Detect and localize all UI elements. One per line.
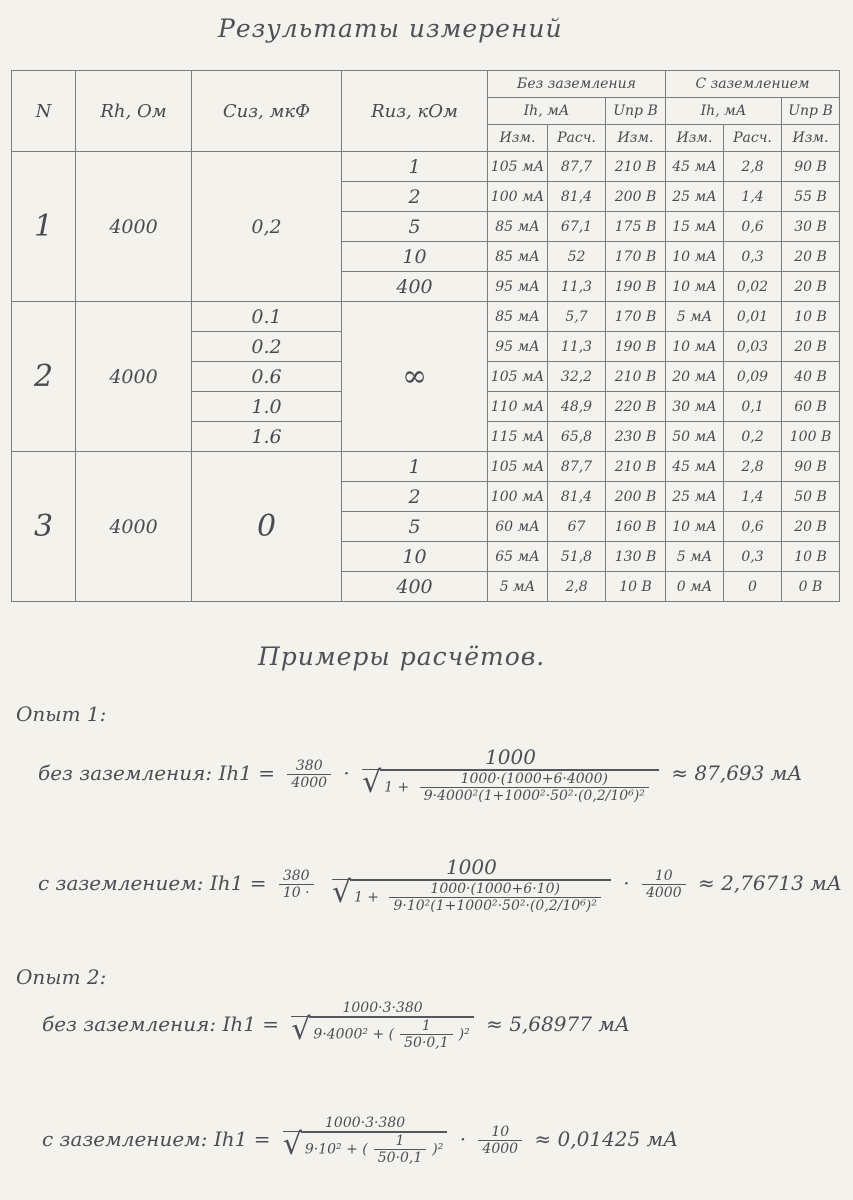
cell-u2: 0 В xyxy=(782,572,840,602)
group-n: 1 xyxy=(12,152,76,302)
cell-c2: 0,02 xyxy=(724,272,782,302)
inner-fraction xyxy=(389,881,600,914)
square-root: √ 9·10² + ( $\frac{1}{50\cdot 0,1}$ )² xyxy=(301,1132,448,1166)
fraction xyxy=(279,868,314,901)
cell-u2: 20 В xyxy=(782,242,840,272)
cell-i2: 30 мА xyxy=(666,392,724,422)
cell-i2: 50 мА xyxy=(666,422,724,452)
cell-r: 400 xyxy=(342,572,488,602)
cell-c1: 67,1 xyxy=(548,212,606,242)
header-meas-u: Изм. xyxy=(606,125,666,152)
header-meas-2: Изм. xyxy=(666,125,724,152)
fraction-numerator: 1 xyxy=(400,1018,453,1035)
experiment-2-label: Опыт 2: xyxy=(16,965,107,989)
cell-r: 2 xyxy=(342,182,488,212)
cell-c1: 48,9 xyxy=(548,392,606,422)
fraction xyxy=(478,1124,522,1157)
cell-u1: 200 В xyxy=(606,182,666,212)
formula-lhs: Ih1 = xyxy=(222,1012,280,1036)
cell-c2: 0,6 xyxy=(724,512,782,542)
fraction xyxy=(332,855,611,914)
results-title: Результаты измерений xyxy=(218,14,563,43)
fraction-numerator: 380 xyxy=(279,868,314,885)
fraction-numerator: 1000 xyxy=(362,745,659,770)
fraction-numerator: 10 xyxy=(642,868,686,885)
fraction xyxy=(287,758,331,791)
cell-i2: 15 мА xyxy=(666,212,724,242)
cell-c2: 1,4 xyxy=(724,182,782,212)
cell-c2: 2,8 xyxy=(724,452,782,482)
cell-c: 0.1 xyxy=(192,302,342,332)
group-c: 0 xyxy=(192,452,342,602)
cell-r: 10 xyxy=(342,542,488,572)
fraction-numerator: 1000·(1000+6·4000) xyxy=(420,771,649,788)
fraction-denominator: 4000 xyxy=(291,775,328,791)
fraction-denominator: 10 · xyxy=(282,885,310,901)
cell-c1: 87,7 xyxy=(548,452,606,482)
fraction-numerator: 10 xyxy=(478,1124,522,1141)
cell-u1: 200 В xyxy=(606,482,666,512)
fraction-numerator: 380 xyxy=(287,758,331,775)
cell-u2: 10 В xyxy=(782,302,840,332)
cell-i1: 115 мА xyxy=(488,422,548,452)
formula-label: без заземления: xyxy=(38,761,213,785)
cell-c: 0.2 xyxy=(192,332,342,362)
formula-1b: с заземлением: Ih1 = $\frac{380}{10 \cdot}$ 1000 √ 1 + $\frac{1000\cdot(1000+6\cdot 10)}{\text{9·10²(1+1000²·50²·(0,2/10⁶)²}}$ · $\frac{10}{4000}$ ≈ 2,76713 мА xyxy=(38,855,842,914)
cell-r: 400 xyxy=(342,272,488,302)
group-c: 0,2 xyxy=(192,152,342,302)
cell-i1: 95 мА xyxy=(488,332,548,362)
cell-c: 1.0 xyxy=(192,392,342,422)
cell-c1: 81,4 xyxy=(548,482,606,512)
cell-c1: 51,8 xyxy=(548,542,606,572)
cell-u2: 100 В xyxy=(782,422,840,452)
inner-fraction xyxy=(400,1018,453,1051)
fraction-numerator: 1000·(1000+6·10) xyxy=(389,881,600,898)
cell-r: 2 xyxy=(342,482,488,512)
inner-fraction xyxy=(420,771,649,804)
cell-i1: 65 мА xyxy=(488,542,548,572)
cell-i1: 110 мА xyxy=(488,392,548,422)
group-n: 3 xyxy=(12,452,76,602)
cell-u2: 90 В xyxy=(782,452,840,482)
cell-u2: 10 В xyxy=(782,542,840,572)
cell-c1: 52 xyxy=(548,242,606,272)
cell-c: 0.6 xyxy=(192,362,342,392)
cell-i1: 85 мА xyxy=(488,212,548,242)
cell-i1: 60 мА xyxy=(488,512,548,542)
formula-label: с заземлением: xyxy=(42,1127,208,1151)
fraction-denominator: 50·0,1 xyxy=(404,1035,449,1051)
cell-u1: 230 В xyxy=(606,422,666,452)
cell-r: 5 xyxy=(342,512,488,542)
cell-u2: 40 В xyxy=(782,362,840,392)
fraction-numerator: 1000·3·380 xyxy=(291,1000,473,1017)
cell-c2: 1,4 xyxy=(724,482,782,512)
cell-i2: 20 мА xyxy=(666,362,724,392)
group-n: 2 xyxy=(12,302,76,452)
header-calc: Расч. xyxy=(548,125,606,152)
header-without-ground: Без заземления xyxy=(488,71,666,98)
cell-c: 1.6 xyxy=(192,422,342,452)
header-meas-u-2: Изм. xyxy=(782,125,840,152)
cell-i2: 10 мА xyxy=(666,242,724,272)
cell-i1: 100 мА xyxy=(488,182,548,212)
cell-i1: 85 мА xyxy=(488,242,548,272)
fraction-denominator: 50·0,1 xyxy=(377,1150,423,1166)
cell-i2: 45 мА xyxy=(666,452,724,482)
cell-c2: 0,1 xyxy=(724,392,782,422)
cell-c1: 5,7 xyxy=(548,302,606,332)
cell-u1: 170 В xyxy=(606,302,666,332)
cell-i2: 0 мА xyxy=(666,572,724,602)
formula-result: ≈ 5,68977 мА xyxy=(486,1012,630,1036)
header-riz: Rиз, кОм xyxy=(342,71,488,152)
cell-c1: 32,2 xyxy=(548,362,606,392)
fraction xyxy=(642,868,686,901)
cell-i2: 25 мА xyxy=(666,482,724,512)
header-upr-2: Uпр В xyxy=(782,98,840,125)
cell-c2: 0,01 xyxy=(724,302,782,332)
cell-u1: 210 В xyxy=(606,362,666,392)
cell-i1: 105 мА xyxy=(488,152,548,182)
cell-c2: 0,3 xyxy=(724,242,782,272)
cell-c2: 0,03 xyxy=(724,332,782,362)
cell-i1: 100 мА xyxy=(488,482,548,512)
formula-result: ≈ 0,01425 мА xyxy=(534,1127,679,1151)
cell-u1: 130 В xyxy=(606,542,666,572)
header-ih: Ih, мА xyxy=(488,98,606,125)
formula-label: без заземления: xyxy=(42,1012,217,1036)
fraction xyxy=(291,1000,473,1051)
header-n: N xyxy=(12,71,76,152)
formula-2b: с заземлением: Ih1 = 1000·3·380 √ 9·10² + ( $\frac{1}{50\cdot 0,1}$ )² · $\frac{10}{4000}$ ≈ 0,01425 мА xyxy=(42,1115,678,1166)
cell-i2: 5 мА xyxy=(666,542,724,572)
fraction-numerator: 1 xyxy=(374,1133,427,1150)
cell-i1: 5 мА xyxy=(488,572,548,602)
header-calc-2: Расч. xyxy=(724,125,782,152)
cell-i2: 10 мА xyxy=(666,332,724,362)
formula-2a xyxy=(42,1000,630,1051)
header-upr: Uпр В xyxy=(606,98,666,125)
examples-title: Примеры расчётов. xyxy=(258,642,546,671)
cell-r: 1 xyxy=(342,452,488,482)
cell-i2: 10 мА xyxy=(666,512,724,542)
group-rh: 4000 xyxy=(76,452,192,602)
inner-fraction xyxy=(374,1133,427,1166)
fraction-denominator: 9·10²(1+1000²·50²·(0,2/10⁶)² xyxy=(393,898,597,914)
cell-u2: 90 В xyxy=(782,152,840,182)
cell-u2: 20 В xyxy=(782,272,840,302)
cell-u1: 10 В xyxy=(606,572,666,602)
cell-c1: 65,8 xyxy=(548,422,606,452)
header-ciz: Сиз, мкФ xyxy=(192,71,342,152)
header-ih-2: Ih, мА xyxy=(666,98,782,125)
cell-u2: 50 В xyxy=(782,482,840,512)
fraction-denominator: 4000 xyxy=(482,1141,519,1157)
formula-lhs: Ih1 = xyxy=(209,871,267,895)
formula-lhs: Ih1 = xyxy=(213,1127,271,1151)
root-term: 9·10² + xyxy=(304,1141,358,1158)
formula-label: с заземлением: xyxy=(38,871,204,895)
cell-c1: 2,8 xyxy=(548,572,606,602)
header-rh: Rh, Ом xyxy=(76,71,192,152)
fraction xyxy=(362,745,659,804)
group-rh: 4000 xyxy=(76,152,192,302)
cell-c2: 0,6 xyxy=(724,212,782,242)
cell-i2: 25 мА xyxy=(666,182,724,212)
cell-u1: 160 В xyxy=(606,512,666,542)
cell-c2: 0 xyxy=(724,572,782,602)
cell-u2: 20 В xyxy=(782,332,840,362)
cell-i2: 5 мА xyxy=(666,302,724,332)
cell-u1: 175 В xyxy=(606,212,666,242)
formula-result: ≈ 2,76713 мА xyxy=(697,871,842,895)
measurements-table xyxy=(11,70,840,602)
cell-u2: 30 В xyxy=(782,212,840,242)
cell-i1: 85 мА xyxy=(488,302,548,332)
group-rh: 4000 xyxy=(76,302,192,452)
cell-u1: 210 В xyxy=(606,452,666,482)
cell-r: 5 xyxy=(342,212,488,242)
fraction xyxy=(283,1115,448,1166)
header-with-ground: С заземлением xyxy=(666,71,840,98)
cell-c1: 81,4 xyxy=(548,182,606,212)
fraction-numerator: 1000 xyxy=(332,855,611,880)
experiment-1-label: Опыт 1: xyxy=(16,702,107,726)
table-row xyxy=(12,452,840,482)
header-meas: Изм. xyxy=(488,125,548,152)
cell-i1: 105 мА xyxy=(488,362,548,392)
cell-u2: 60 В xyxy=(782,392,840,422)
cell-r: 10 xyxy=(342,242,488,272)
cell-i2: 45 мА xyxy=(666,152,724,182)
cell-c1: 67 xyxy=(548,512,606,542)
cell-i2: 10 мА xyxy=(666,272,724,302)
cell-c2: 0,3 xyxy=(724,542,782,572)
cell-u1: 210 В xyxy=(606,152,666,182)
square-root: √ 1 + $\frac{1000\cdot(1000+6\cdot 4000)}{\text{9·4000²(1+1000²·50²·(0,2/10⁶)²}}$ xyxy=(380,770,659,804)
root-term: 9·4000² + xyxy=(313,1026,385,1043)
fraction-numerator: 1000·3·380 xyxy=(283,1115,448,1132)
cell-u2: 20 В xyxy=(782,512,840,542)
square-root: √ 9·4000² + ( $\frac{1}{50\cdot 0,1}$ )² xyxy=(309,1017,473,1051)
formula-lhs: Ih1 = xyxy=(218,761,276,785)
cell-r: 1 xyxy=(342,152,488,182)
cell-c1: 11,3 xyxy=(548,272,606,302)
cell-u1: 190 В xyxy=(606,272,666,302)
cell-c2: 0,2 xyxy=(724,422,782,452)
cell-u2: 55 В xyxy=(782,182,840,212)
cell-c1: 87,7 xyxy=(548,152,606,182)
cell-u1: 220 В xyxy=(606,392,666,422)
cell-u1: 190 В xyxy=(606,332,666,362)
cell-i1: 95 мА xyxy=(488,272,548,302)
group-r-infinity: ∞ xyxy=(342,302,488,452)
cell-c1: 11,3 xyxy=(548,332,606,362)
table-row xyxy=(12,152,840,182)
formula-result: ≈ 87,693 мА xyxy=(671,761,803,785)
formula-1a: без заземления: Ih1 = $\frac{380}{4000}$ · 1000 √ 1 + $\frac{1000\cdot(1000+6\cdot 4000)}{\text{9·4000²(1+1000²·50²·(0,2/10⁶)²}}$ ≈ 87,693 мА xyxy=(38,745,802,804)
cell-c2: 2,8 xyxy=(724,152,782,182)
cell-c2: 0,09 xyxy=(724,362,782,392)
fraction-denominator: 9·4000²(1+1000²·50²·(0,2/10⁶)² xyxy=(423,788,645,804)
fraction-denominator: 4000 xyxy=(645,885,682,901)
cell-i1: 105 мА xyxy=(488,452,548,482)
cell-u1: 170 В xyxy=(606,242,666,272)
table-row xyxy=(12,302,840,332)
square-root: √ 1 + $\frac{1000\cdot(1000+6\cdot 10)}{\text{9·10²(1+1000²·50²·(0,2/10⁶)²}}$ xyxy=(350,880,611,914)
